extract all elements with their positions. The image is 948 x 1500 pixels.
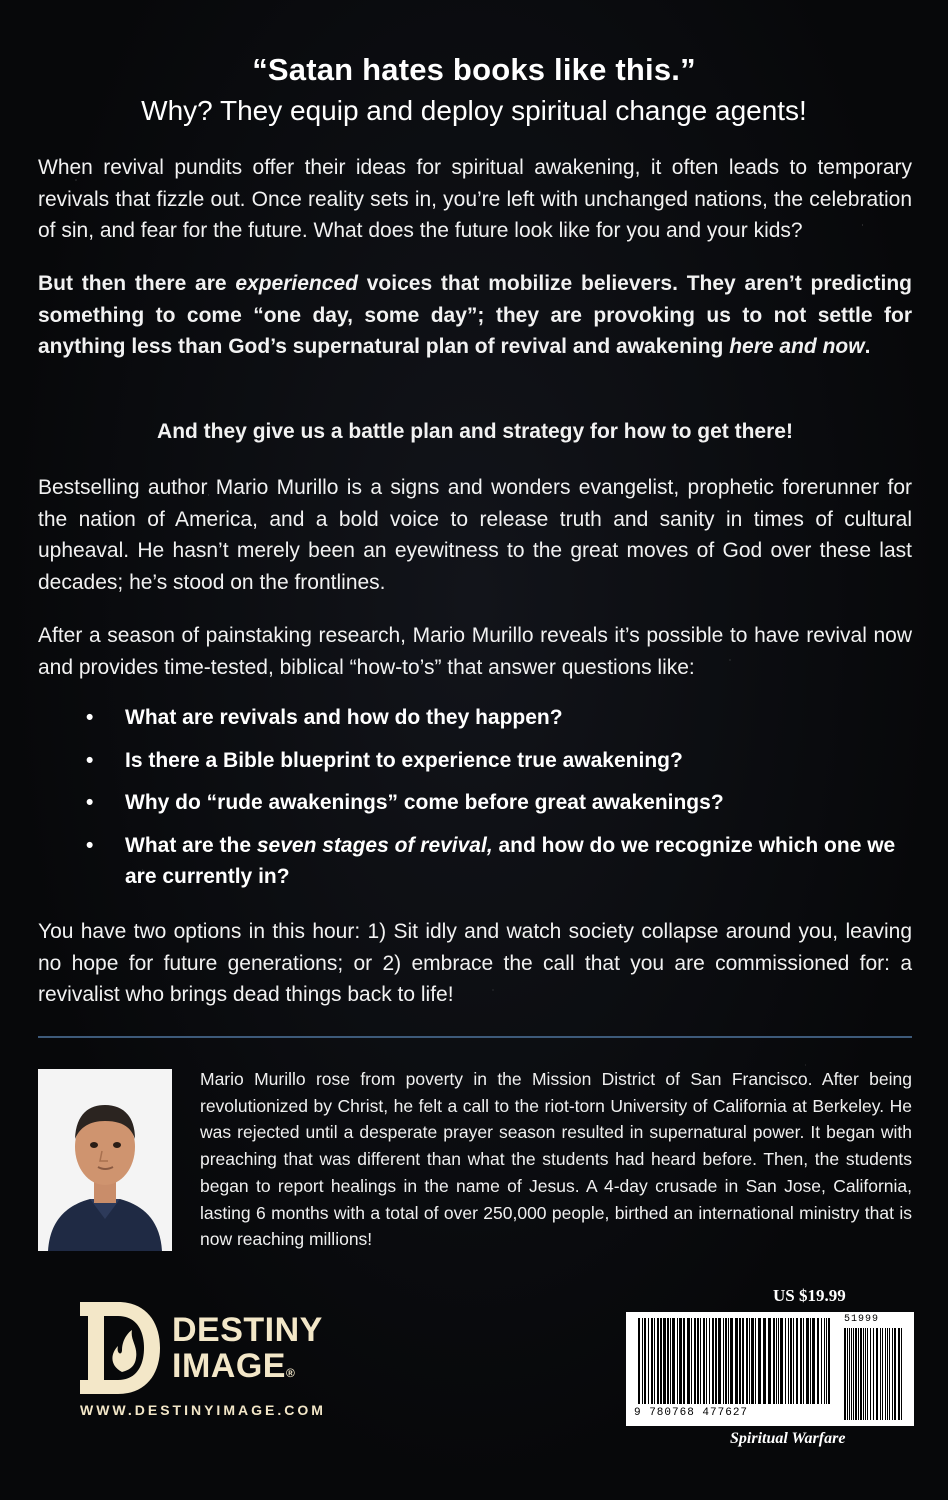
bullet-icon: • (86, 706, 94, 729)
barcode-bar (638, 1318, 640, 1404)
barcode-bar (709, 1318, 710, 1404)
barcode-bar (683, 1318, 685, 1404)
barcode-bar (882, 1328, 883, 1420)
barcode-bar (826, 1318, 827, 1404)
barcode-bar (677, 1318, 678, 1404)
publisher-name-line2-text: IMAGE (172, 1347, 286, 1385)
barcode-bar (885, 1328, 886, 1420)
barcode-bar (796, 1318, 798, 1404)
barcode-bar (889, 1328, 890, 1420)
flame-d-logo-icon (80, 1302, 160, 1394)
publisher-logo (80, 1302, 360, 1422)
barcode-bar (723, 1318, 724, 1404)
barcode-bar (860, 1328, 862, 1420)
barcode-bar (706, 1318, 707, 1404)
barcode-bar (790, 1318, 792, 1404)
barcode-bar (898, 1328, 900, 1420)
section-divider (38, 1036, 912, 1038)
ean5-digits: 51999 (844, 1314, 880, 1325)
intro-paragraph: When revival pundits offer their ideas for spiritual awakening, it often leads to temporary revivals that fizzle out. Once reality sets in, you’re left with unchanged nations, the celebration of sin, and fear for the future. What does the future look like for you and your kids? (38, 156, 912, 242)
price-label: US $19.99 (773, 1286, 846, 1305)
barcode-bar (824, 1318, 825, 1404)
barcode-bar (780, 1318, 783, 1404)
barcode-bar (672, 1318, 675, 1404)
barcode-bar (851, 1328, 852, 1420)
barcode-bar (687, 1318, 690, 1404)
barcode-bar (712, 1318, 714, 1404)
barcode-bar (670, 1318, 671, 1404)
barcode-bar (730, 1318, 733, 1404)
barcode-bar (853, 1328, 854, 1420)
publisher-name (172, 1312, 323, 1391)
bullet-icon: • (86, 748, 94, 772)
barcode-bar (773, 1318, 775, 1404)
barcode-bar (855, 1328, 857, 1420)
barcode-bar (751, 1318, 754, 1404)
barcode-bar (812, 1318, 815, 1404)
barcode-bar (847, 1328, 848, 1420)
barcode-bar (663, 1318, 666, 1404)
research-paragraph: After a season of painstaking research, Mario Murillo reveals it’s possible to have revival now and provides time-tested, biblical “how-to’s” that answer questions like: (38, 624, 912, 679)
barcode-bar (858, 1328, 859, 1420)
barcode-bar (654, 1318, 655, 1404)
barcode-bar (644, 1318, 646, 1404)
barcode-bar (894, 1328, 896, 1420)
publisher-name-line2 (172, 1348, 323, 1391)
p2-text-2: voices that mobilize believers. They aren’t predicting something to come “one day, some day”; they are provoking us to not settle for anything less than God’s supernatural plan of revival and awakening (38, 272, 912, 358)
isbn-barcode (626, 1312, 914, 1426)
barcode-bar (763, 1318, 766, 1404)
closing-paragraph: You have two options in this hour: 1) Sit idly and watch society collapse around you, leaving no hope for future generations; or 2) embrace the call that you are commissioned for: a revivalist who brings dead things back to life! (38, 920, 912, 1006)
p2-text-3: . (864, 335, 871, 358)
question-list (80, 702, 912, 904)
barcode-bar (746, 1318, 748, 1404)
barcode-bar (901, 1328, 902, 1420)
p2-emphasis-2: here and now (729, 335, 865, 358)
author-portrait-icon (38, 1069, 172, 1251)
barcode-bar (793, 1318, 794, 1404)
isbn-digits: 9 780768 477627 (634, 1407, 749, 1419)
publisher-url: WWW.DESTINYIMAGE.COM (80, 1402, 326, 1418)
barcode-bar (776, 1318, 777, 1404)
headline (0, 50, 948, 130)
barcode-bar (715, 1318, 717, 1404)
barcode-bar (800, 1318, 802, 1404)
category-label: Spiritual Warfare (730, 1430, 846, 1447)
barcode-bar (844, 1328, 846, 1420)
barcode-bar (828, 1318, 830, 1404)
barcode-bar (642, 1318, 643, 1404)
registered-mark: ® (285, 1366, 296, 1380)
barcode-bar (768, 1318, 771, 1404)
list-item (80, 702, 912, 734)
barcode-bar (870, 1328, 871, 1420)
barcode-bar (739, 1318, 741, 1404)
barcode-bar (873, 1328, 874, 1420)
barcode-bar (806, 1318, 809, 1404)
barcode-bar (887, 1328, 888, 1420)
barcode-bar (667, 1318, 669, 1404)
barcode-bar (803, 1318, 804, 1404)
p2-text-1: But then there are (38, 272, 236, 295)
barcode-bar (679, 1318, 682, 1404)
list-item-text (125, 834, 895, 889)
experienced-voices-paragraph (38, 268, 912, 363)
barcode-bar (660, 1318, 662, 1404)
barcode-bar (651, 1318, 653, 1404)
barcode-bar (880, 1328, 881, 1420)
barcode-bar (749, 1318, 750, 1404)
barcode-bar (728, 1318, 729, 1404)
battle-plan-line: And they give us a battle plan and strategy for how to get there! (157, 420, 793, 443)
barcode-bar (892, 1328, 893, 1420)
b4-emphasis: seven stages of revival, (256, 833, 493, 857)
barcode-bar (778, 1318, 779, 1404)
barcode-bar (788, 1318, 789, 1404)
barcode-bar (867, 1328, 868, 1420)
headline-quote: “Satan hates books like this.” (252, 52, 696, 87)
barcode-bar (694, 1318, 696, 1404)
barcode-bar (785, 1318, 786, 1404)
barcode-bar (657, 1318, 659, 1404)
barcode-bar (758, 1318, 761, 1404)
barcode-bar (691, 1318, 692, 1404)
bullet-icon: • (86, 791, 94, 814)
b4-text-1: What are the (125, 833, 257, 857)
b4-text-2: and how do we recognize which one we are currently in? (125, 833, 896, 888)
author-photo (38, 1069, 172, 1251)
list-item-text: What are revivals and how do they happen? (125, 706, 563, 729)
publisher-name-line1: DESTINY (172, 1311, 323, 1349)
barcode-bar (697, 1318, 699, 1404)
barcode-bar (863, 1328, 864, 1420)
barcode-bar (742, 1318, 744, 1404)
barcode-bar (718, 1318, 721, 1404)
headline-subheading: Why? They equip and deploy spiritual change agents! (141, 95, 807, 126)
author-intro-paragraph: Bestselling author Mario Murillo is a signs and wonders evangelist, prophetic forerunner for the nation of America, and a bold voice to release truth and sanity in times of cultural upheaval. He hasn’t merely been an eyewitness to the great moves of God over these last decades; he’s stood on the frontlines. (38, 476, 912, 594)
barcode-bar (648, 1318, 649, 1404)
barcode-bar (755, 1318, 756, 1404)
barcode-bar (817, 1318, 819, 1404)
barcode-bar (725, 1318, 727, 1404)
barcode-bar (703, 1318, 705, 1404)
author-bio: Mario Murillo rose from poverty in the Mission District of San Francisco. After being revolutionized by Christ, he felt a call to the riot-torn University of California at Berkeley. He was rejected until a desperate prayer season resulted in supernatural power. It began with preaching that was different than what the students had heard before. Then, the students began to report healings in the name of Jesus. A 4-day crusade in San Jose, California, lasting 6 months with a total of over 250,000 people, birthed an international ministry that is now reaching millions! (200, 1069, 912, 1250)
list-item (80, 787, 912, 819)
barcode-bar (849, 1328, 850, 1420)
list-item-text: Is there a Bible blueprint to experience true awakening? (125, 748, 683, 772)
p2-emphasis-1: experienced (235, 272, 358, 295)
list-item (80, 745, 912, 777)
bullet-icon: • (86, 833, 94, 857)
barcode-bar (876, 1328, 878, 1420)
list-item-text: Why do “rude awakenings” come before great awakenings? (125, 791, 724, 814)
list-item (80, 830, 912, 893)
barcode-bar (810, 1318, 811, 1404)
barcode-bar (735, 1318, 738, 1404)
barcode-bar (821, 1318, 822, 1404)
barcode-bar (700, 1318, 701, 1404)
barcode-bar (865, 1328, 866, 1420)
